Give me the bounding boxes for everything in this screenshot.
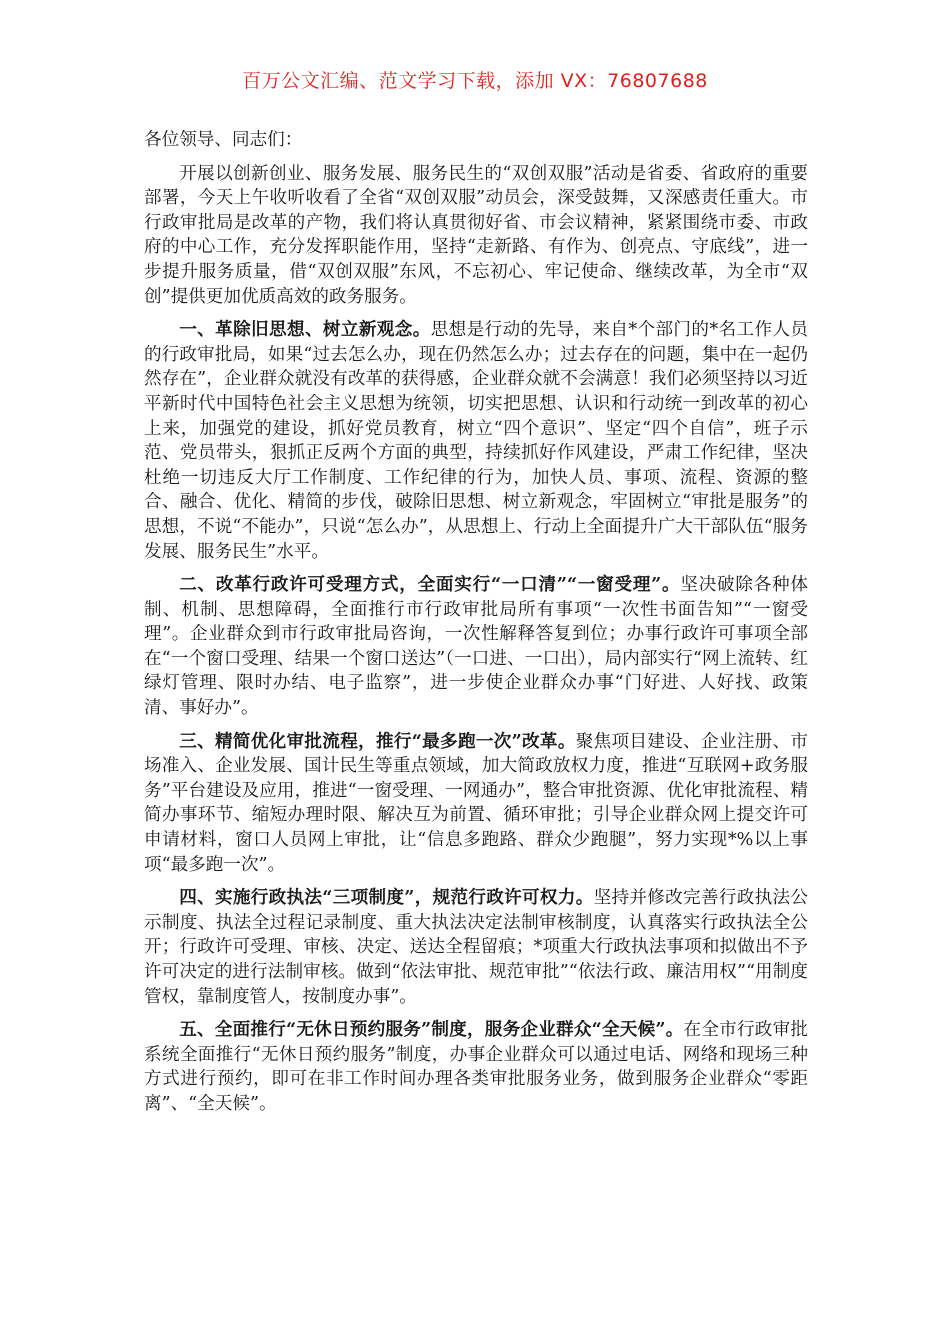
header-banner: 百万公文汇编、范文学习下载，添加 VX：76807688 — [242, 70, 708, 92]
section-heading: 四、实施行政执法“三项制度”，规范行政许可权力。 — [179, 887, 594, 909]
greeting: 各位领导、同志们： — [144, 130, 303, 150]
section-body: 在全市行政审批系统全面推行“无休日预约服务”制度，办事企业群众可以通过电话、网络和现场三种方式进行预约，即可在非工作时间办理各类审批服务业务，做到服务企业群众“零距离”、“全天候”。 — [144, 1020, 808, 1114]
section-paragraph — [144, 1018, 808, 1116]
section-body: 思想是行动的先导，来自*个部门的*名工作人员的行政审批局，如果“过去怎么办，现在仍然怎么办；过去存在的问题，集中在一起仍然存在”，企业群众就没有改革的获得感，企业群众就不会满意！我们必须坚持以习近平新时代中国特色社会主义思想为统领，切实把思想、认识和行动统一到改革的初心上来，加强党的建设，抓好党员教育，树立“四个意识”、坚定“四个自信”，班子示范、党员带头，狠抓正反两个方面的典型，持续抓好作风建设，严肃工作纪律，坚决杜绝一切违反大厅工作制度、工作纪律的行为，加快人员、事项、流程、资源的整合、融合、优化、精简的步伐，破除旧思想、树立新观念，牢固树立“审批是服务”的思想，不说“不能办”，只说“怎么办”，从思想上、行动上全面提升广大干部队伍“服务发展、服务民生”水平。 — [144, 320, 808, 562]
section-heading: 五、全面推行“无休日预约服务”制度，服务企业群众“全天候”。 — [179, 1019, 684, 1041]
section-paragraph — [144, 318, 808, 564]
document-body — [144, 128, 808, 1126]
section-body: 聚焦项目建设、企业注册、市场准入、企业发展、国计民生等重点领域，加大简政放权力度，推进“互联网+政务服务”平台建设及应用，推进“一窗受理、一网通办”，整合审批资源、优化审批流程、精简办事环节、缩短办理时限、解决互为前置、循环审批；引导企业群众网上提交许可申请材料，窗口人员网上审批，让“信息多跑路、群众少跑腿”，努力实现*%以上事项“最多跑一次”。 — [144, 731, 808, 875]
section-paragraph — [144, 573, 808, 721]
section-paragraph — [144, 886, 808, 1009]
section-heading: 二、改革行政许可受理方式，全面实行“一口清”“一窗受理”。 — [179, 574, 681, 596]
section-heading: 三、精简优化审批流程，推行“最多跑一次”改革。 — [179, 730, 576, 752]
section-body: 坚决破除各种体制、机制、思想障碍，全面推行市行政审批局所有事项“一次性书面告知”“一窗受理”。企业群众到市行政审批局咨询，一次性解释答复到位；办事行政许可事项全部在“一个窗口受理、结果一个窗口送达”（一口进、一口出），局内部实行“网上流转、红绿灯管理、限时办结、电子监察”，进一步使企业群众办事“门好进、人好找、政策清、事好办”。 — [144, 575, 808, 719]
section-body: 坚持并修改完善行政执法公示制度、执法全过程记录制度、重大执法决定法制审核制度，认真落实行政执法全公开；行政许可受理、审核、决定、送达全程留痕；*项重大行政执法事项和拟做出不予许可决定的进行法制审核。做到“依法审批、规范审批”“依法行政、廉洁用权”“用制度管权，靠制度管人，按制度办事”。 — [144, 888, 808, 1007]
intro-paragraph: 开展以创新创业、服务发展、服务民生的“双创双服”活动是省委、省政府的重要部署，今天上午收听收看了全省“双创双服”动员会，深受鼓舞，又深感责任重大。市行政审批局是改革的产物，我们将认真贯彻好省、市会议精神，紧紧围绕市委、市政府的中心工作，充分发挥职能作用，坚持“走新路、有作为、创亮点、守底线”，进一步提升服务质量，借“双创双服”东风，不忘初心、牢记使命、继续改革，为全市“双创”提供更加优质高效的政务服务。 — [144, 163, 808, 307]
section-heading: 一、革除旧思想、树立新观念。 — [179, 319, 431, 341]
section-paragraph — [144, 730, 808, 878]
